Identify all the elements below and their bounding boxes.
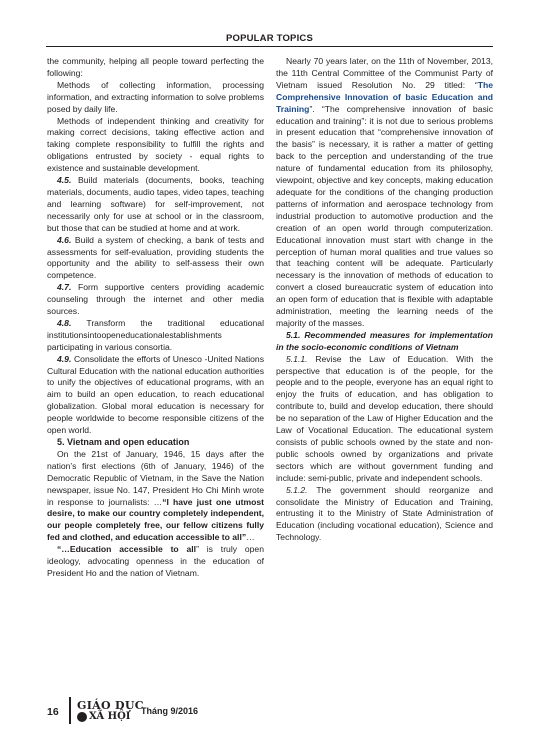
left-column [47,56,264,580]
item-4-5 [47,175,264,235]
item-4-7 [47,282,264,318]
logo-text-top: GIÁO DỤC [77,699,144,712]
issue-date: Tháng 9/2016 [141,706,199,716]
paragraph-text: ”. “The comprehensive innovation of basic education and training”: it is not due to serious problems in present education that “comprehensive innovation of the basis” is necessary, it is rather a matter of getting back to the perception and understanding of the true nature of fundamental education from its philosophy, viewpoint, objective and key concepts, making education adequate for the conditions of the changing production patterns of information and aerospace technology from industrial production to automotive production and the creation of an open world through computerization. Educational innovation must start with change in the perception of human moral qualities and true values so that teaching content will be adequate. Particularly necessary is the innovation of methods of education to convert a closed bureaucratic system of education into an open form of education that is flexible with adaptable administration, meeting the learning needs of the majority of the masses. [276,103,493,328]
item-text: The government should reorganize and consolidate the Ministry of Education and Training, entrusting it to the Ministry of State Administration of Education (including vocational education), Science and Technology. [276,484,493,543]
subsection-heading-5-1: 5.1. Recommended measures for implementation in the socio-economic conditions of Vietnam [276,329,493,352]
item-4-9 [47,354,264,437]
item-text: Transform the traditional educational institutionsintoopeneducationalestablishments participating in various consortia. [47,317,264,352]
item-5-1-1 [276,354,493,485]
paragraph: the community, helping all people toward perfecting the following: [47,56,264,78]
section-heading-5: 5. Vietnam and open education [57,437,190,447]
header-divider [46,46,493,47]
ellipsis: … [246,532,255,543]
paragraph: Methods of collecting information, processing information, and extracting information to solve problems posed by daily life. [47,79,264,114]
item-text: Form supportive centers providing academic counseling through the internet and other media sources. [47,282,264,317]
paragraph [276,56,493,330]
paragraph [47,449,264,544]
section-header: POPULAR TOPICS [225,33,314,44]
paragraph: Methods of independent thinking and creativity for making correct decisions, taking effective action and taking complete responsibility to fulfill the rights and obligations entrusted by society - equal rights to existence and sustainable development. [47,115,264,174]
item-number: 5.1.2. [286,484,308,495]
item-5-1-2 [276,485,493,545]
item-number: 4.9. [57,353,72,364]
item-text: Consolidate the efforts of Unesco -United Nations Cultural Education with the national education authorities to unify the objectives of educational programs, with an aim to build an open education, to reach educational globalization. Global moral education is necessary for people worldwide to become responsible citizens of the open world. [47,353,264,436]
item-number: 4.5. [57,175,72,186]
item-number: 4.6. [57,234,72,245]
paragraph [47,544,264,580]
page-number: 16 [47,706,59,718]
item-number: 5.1.1. [286,353,308,364]
item-4-6 [47,235,264,283]
item-4-8 [47,318,264,354]
quotation: “I have just one utmost desire, to make our country completely independent, our people completely free, our fellow citizens fully fed and clothed, and education accessible to all” [47,496,264,543]
magazine-logo [77,699,144,725]
item-number: 4.8. [57,317,72,328]
quotation: “…Education accessible to all [57,544,197,555]
item-text: Build materials (documents, books, teaching materials, documents, audio tapes, video tapes, teaching and learning software) for self-improvement, not necessarily only for use at school or in the classroom, but those that can be studied at home and at work. [47,175,264,233]
logo-mark-icon [77,712,87,722]
right-column [276,56,493,544]
resolution-title: The Comprehensive Innovation of basic Education and Training [276,79,493,114]
footer-divider [69,697,71,724]
item-text: Revise the Law of Education. With the perspective that education is of the people, for the people and to the people, everyone has an equal right to enjoy the fruits of education, and has obligation to contribute to, build and develop education, there should be no separation of the Law of Higher Education and the Law of Vocational Education. The educational system consists of public schools owned by the state and non-public schools owned by organizations and private sectors which are without government funding and include: semi-public, private and independent schools. [276,353,493,483]
paragraph-text: Nearly 70 years later, on the 11th of November, 2013, the 11th Central Committee of the Communist Party of Vietnam issued Resolution No. 29 titled: “ [276,56,493,90]
item-number: 4.7. [57,282,72,293]
paragraph-text: ” is truly open ideology, advocating openness in the education of President Ho and the nation of Vietnam. [47,544,264,578]
item-text: Build a system of checking, a bank of tests and assessments for self-evaluation, providing students the opportunity and the ability to self-assess their own competence. [47,234,264,281]
paragraph-text: On the 21st of January, 1946, 15 days after the nation’s first elections (6th of January, 1946) of the Democratic Republic of Vietnam, in the Save the Nation newspaper, issue No. 147, President Ho Chi Minh wrote in response to journalists: … [47,448,264,507]
logo-text-bottom: XÃ HỘI [89,711,131,722]
